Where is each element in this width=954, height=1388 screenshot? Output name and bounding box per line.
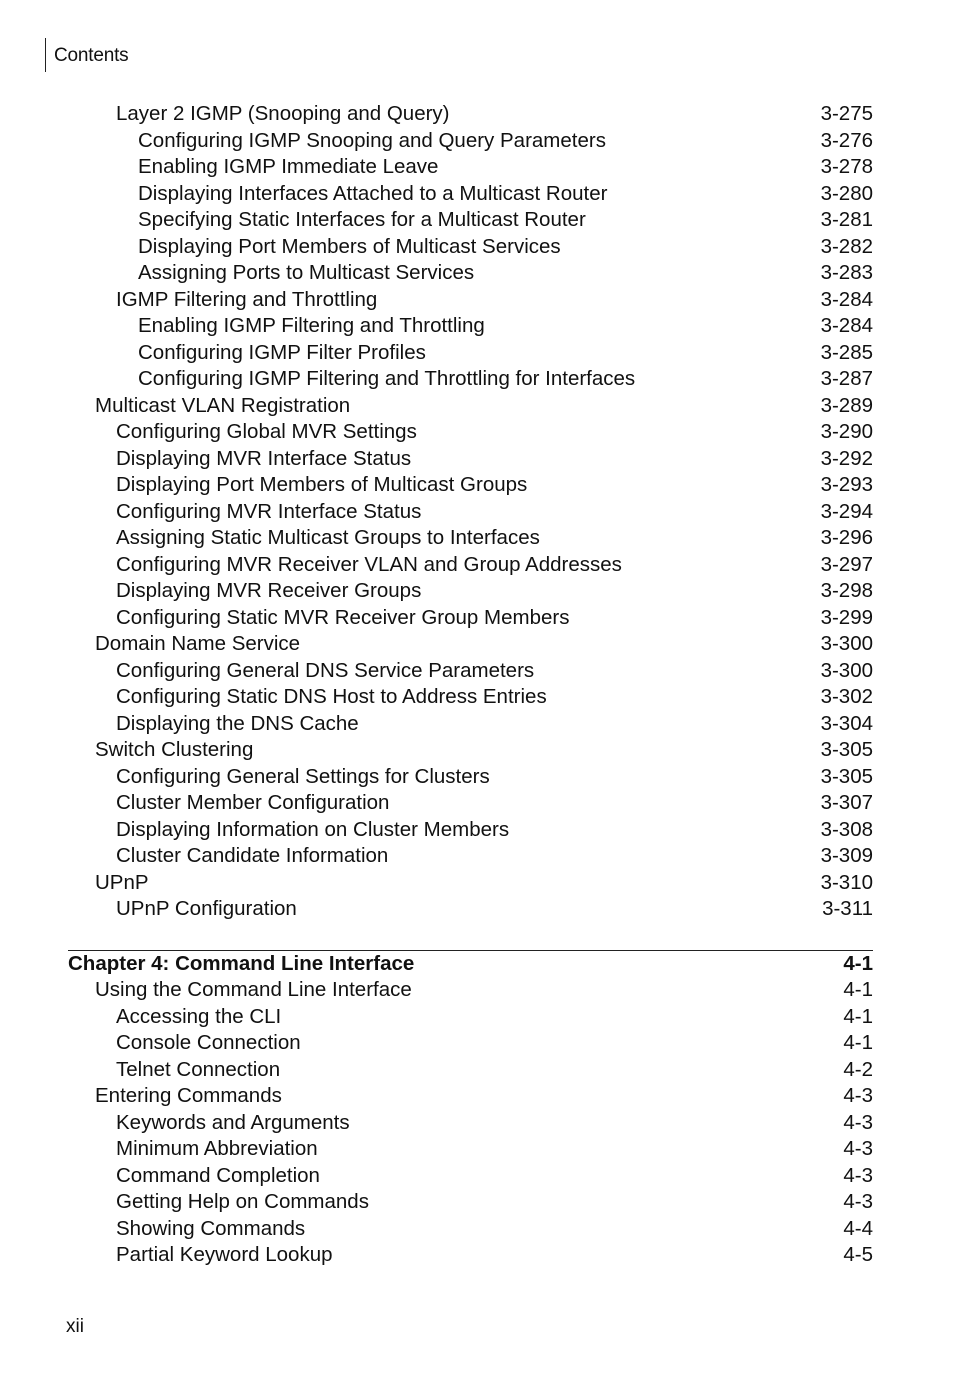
toc-entry-title: Configuring Global MVR Settings [116,420,417,443]
toc-entry-page: 3-290 [820,420,873,443]
toc-entry-page: 4-5 [843,1243,873,1266]
toc-entry-page: 4-1 [843,1031,873,1054]
toc-entry[interactable] [0,101,954,128]
toc-entry-title: Configuring General DNS Service Parameters [116,658,535,682]
toc-entry-page: 3-280 [820,181,873,205]
toc-entry-page: 3-302 [820,685,873,708]
toc-entry-page: 3-305 [820,764,873,788]
toc-entry[interactable] [0,393,954,420]
toc-entry[interactable] [0,1136,954,1163]
toc-section-chapter-3 [0,101,954,923]
toc-entry-title: Getting Help on Commands [116,1190,369,1213]
toc-entry[interactable] [0,1057,954,1084]
toc-entry-title: Assigning Static Multicast Groups to Interfaces [116,526,540,549]
toc-entry-page: 4-3 [843,1110,873,1134]
toc-entry[interactable] [0,1030,954,1057]
toc-entry-page: 3-294 [820,499,873,523]
toc-entry[interactable] [0,977,954,1004]
toc-entry-page: 3-300 [820,632,873,655]
toc-entry-title: Displaying Interfaces Attached to a Multicast Router [138,181,608,205]
toc-entry-title: Minimum Abbreviation [116,1137,318,1160]
toc-entry-title: Showing Commands [116,1216,306,1240]
toc-entry-page: 3-304 [820,711,873,735]
toc-entry-page: 3-298 [820,579,873,602]
toc-entry-title: IGMP Filtering and Throttling [116,287,378,311]
toc-entry-title: Cluster Candidate Information [116,844,389,867]
toc-entry[interactable] [0,1189,954,1216]
toc-entry[interactable] [0,154,954,181]
toc-entry[interactable] [0,525,954,552]
toc-entry-page: 3-275 [820,102,873,125]
toc-entry-page: 3-284 [820,287,873,311]
toc-entry-page: 3-282 [820,234,873,258]
toc-entry[interactable] [0,737,954,764]
toc-entry-page: 3-305 [820,738,873,761]
toc-entry[interactable] [0,790,954,817]
toc-entry-title: Entering Commands [95,1084,282,1107]
toc-entry[interactable] [0,1083,954,1110]
toc-entry[interactable] [0,658,954,685]
toc-entry-title: Configuring Static MVR Receiver Group Members [116,605,570,629]
toc-entry[interactable] [0,340,954,367]
toc-entry-title: Displaying MVR Receiver Groups [116,579,422,602]
toc-entry[interactable] [0,764,954,791]
toc-entry-title: Console Connection [116,1031,301,1054]
toc-entry-title: Multicast VLAN Registration [95,393,351,417]
toc-entry[interactable] [0,366,954,393]
toc-entry-title: Chapter 4: Command Line Interface [68,951,415,975]
toc-entry-page: 3-278 [820,155,873,178]
toc-entry-title: Assigning Ports to Multicast Services [138,261,475,284]
toc-entry-title: Cluster Member Configuration [116,791,390,814]
toc-entry-page: 4-3 [843,1137,873,1160]
toc-entry-title: Accessing the CLI [116,1004,282,1028]
toc-entry-title: Enabling IGMP Filtering and Throttling [138,314,485,337]
toc-entry-title: Keywords and Arguments [116,1110,350,1134]
toc-entry-page: 3-276 [820,128,873,152]
running-header [45,38,128,72]
toc-entry-title: Partial Keyword Lookup [116,1243,333,1266]
toc-entry[interactable] [0,419,954,446]
toc-entry-page: 3-283 [820,261,873,284]
toc-entry-page: 4-1 [843,1004,873,1028]
toc-entry-page: 3-311 [822,897,873,920]
toc-entry-title: Configuring MVR Interface Status [116,499,422,523]
toc-entry[interactable] [0,313,954,340]
page-number: xii [66,1316,84,1337]
toc-entry-page: 3-287 [820,367,873,390]
toc-section-chapter-4 [0,977,954,1269]
toc-entry-page: 4-2 [843,1057,873,1081]
toc-entry[interactable] [0,1163,954,1190]
toc-entry[interactable] [0,287,954,314]
toc-entry-page: 3-285 [820,340,873,364]
toc-entry-page: 4-4 [843,1216,873,1240]
toc-entry-page: 4-3 [843,1190,873,1213]
toc-entry-title: Specifying Static Interfaces for a Multicast Router [138,208,586,231]
toc-entry[interactable] [0,128,954,155]
toc-entry[interactable] [0,552,954,579]
toc-entry-title: Configuring Static DNS Host to Address Entries [116,685,547,708]
toc-entry-page: 3-293 [820,473,873,496]
toc-entry-page: 3-309 [820,844,873,867]
toc-entry-page: 4-1 [843,951,873,975]
toc-entry-title: Configuring IGMP Filter Profiles [138,340,426,364]
toc-entry[interactable] [0,207,954,234]
toc-entry[interactable] [0,181,954,208]
toc-entry-page: 3-310 [820,870,873,894]
toc-entry[interactable] [0,260,954,287]
toc-entry-page: 4-3 [843,1163,873,1187]
toc-entry-title: Displaying Information on Cluster Members [116,817,510,841]
toc-entry-title: Switch Clustering [95,738,254,761]
toc-entry[interactable] [0,472,954,499]
toc-entry-title: UPnP [95,870,149,894]
toc-entry[interactable] [0,711,954,738]
toc-entry[interactable] [0,578,954,605]
toc-entry-title: Domain Name Service [95,632,301,655]
toc-entry-title: Displaying Port Members of Multicast Services [138,234,561,258]
toc-entry[interactable] [0,1242,954,1269]
toc-entry-page: 3-300 [820,658,873,682]
toc-entry-page: 3-292 [820,446,873,470]
toc-entry-title: Enabling IGMP Immediate Leave [138,155,439,178]
toc-entry-page: 3-297 [820,552,873,576]
toc-entry-page: 3-289 [820,393,873,417]
toc-entry-title: Configuring General Settings for Clusters [116,764,490,788]
toc-entry-title: Displaying MVR Interface Status [116,446,412,470]
toc-entry-title: UPnP Configuration [116,897,297,920]
toc-entry[interactable] [0,1110,954,1137]
toc-entry-page: 4-3 [843,1084,873,1107]
toc-entry[interactable] [0,896,954,923]
toc-entry[interactable] [0,631,954,658]
toc-entry[interactable] [0,605,954,632]
toc-entry-page: 3-299 [820,605,873,629]
toc-entry-title: Configuring MVR Receiver VLAN and Group Addresses [116,552,622,576]
toc-entry[interactable] [0,446,954,473]
toc-entry-page: 4-1 [843,978,873,1001]
toc-entry[interactable] [0,1004,954,1031]
toc-entry-page: 3-296 [820,526,873,549]
toc-entry[interactable] [0,870,954,897]
chapter-separator [0,923,954,951]
toc-entry[interactable] [0,843,954,870]
toc-entry-title: Configuring IGMP Filtering and Throttling for Interfaces [138,367,636,390]
toc-entry-title: Displaying Port Members of Multicast Groups [116,473,528,496]
toc-entry-page: 3-307 [820,791,873,814]
toc-entry[interactable] [0,684,954,711]
toc-entry-title: Command Completion [116,1163,320,1187]
toc-entry[interactable] [0,1216,954,1243]
table-of-contents [0,101,954,1269]
toc-entry-title: Displaying the DNS Cache [116,711,359,735]
section-label: Contents [54,45,129,66]
toc-entry-title: Using the Command Line Interface [95,978,412,1001]
toc-entry[interactable] [0,499,954,526]
toc-entry-page: 3-281 [820,208,873,231]
toc-entry-page: 3-284 [820,314,873,337]
toc-entry-page: 3-308 [820,817,873,841]
toc-entry[interactable] [0,234,954,261]
toc-chapter-heading[interactable] [0,951,954,978]
toc-entry[interactable] [0,817,954,844]
toc-entry-title: Telnet Connection [116,1057,281,1081]
toc-entry-title: Configuring IGMP Snooping and Query Parameters [138,128,606,152]
toc-entry-title: Layer 2 IGMP (Snooping and Query) [116,102,450,125]
